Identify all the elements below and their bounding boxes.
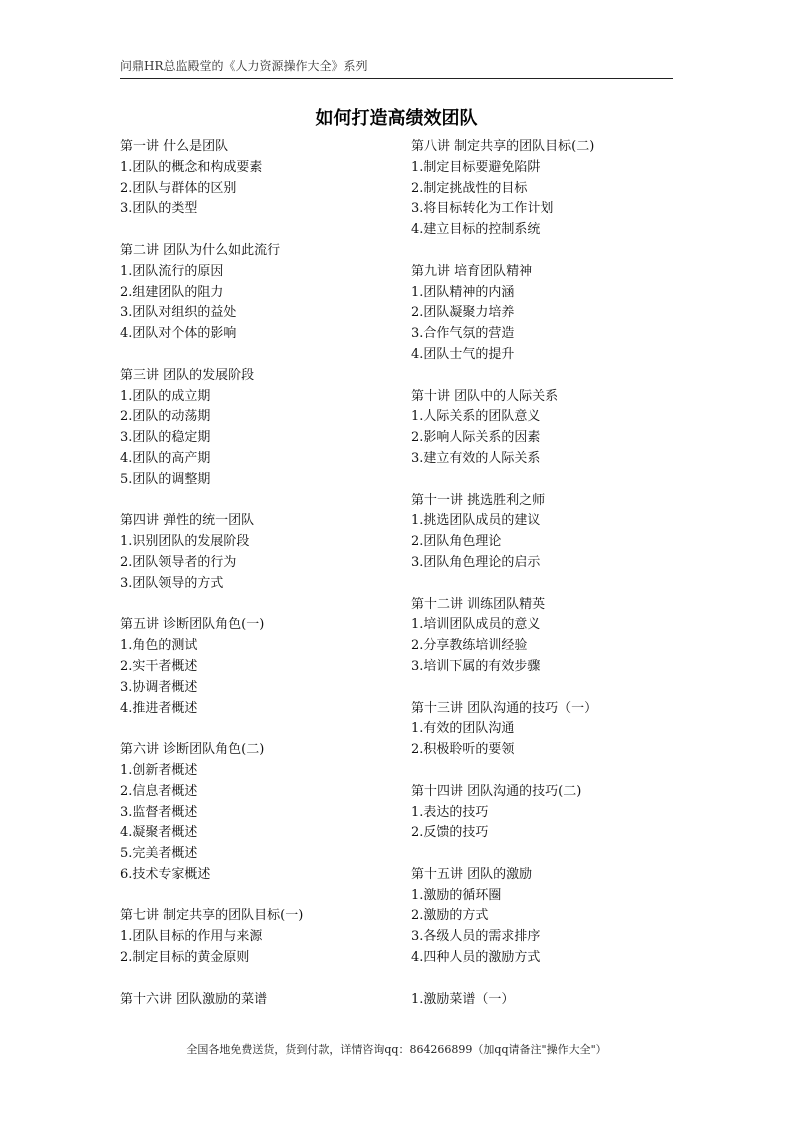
lecture-item: 3.培训下属的有效步骤 bbox=[411, 658, 541, 674]
lecture-item: 4.建立目标的控制系统 bbox=[411, 222, 541, 238]
section-gap bbox=[120, 595, 390, 616]
section-gap bbox=[411, 470, 681, 491]
lecture-item: 2.团队与群体的区别 bbox=[120, 180, 237, 196]
section-gap bbox=[411, 678, 681, 699]
section-gap bbox=[411, 241, 681, 262]
lecture-item: 3.团队领导的方式 bbox=[120, 575, 224, 591]
lecture-heading: 第七讲 制定共享的团队目标(一) bbox=[120, 908, 304, 924]
lecture-heading: 第十六讲 团队激励的菜谱 bbox=[120, 991, 268, 1007]
lecture-item: 2.团队领导者的行为 bbox=[120, 554, 237, 570]
lecture-item: 1.团队的成立期 bbox=[120, 388, 211, 404]
lecture-item: 1.激励菜谱（一） bbox=[411, 991, 515, 1007]
section-gap bbox=[411, 969, 681, 990]
section-gap bbox=[120, 969, 390, 990]
lecture-item: 2.激励的方式 bbox=[411, 908, 489, 924]
left-column bbox=[120, 137, 390, 1010]
lecture-item: 1.团队目标的作用与来源 bbox=[120, 929, 263, 945]
lecture-item: 2.组建团队的阻力 bbox=[120, 284, 224, 300]
lecture-heading: 第十四讲 团队沟通的技巧(二) bbox=[411, 783, 582, 799]
lecture-item: 2.团队的动荡期 bbox=[120, 409, 211, 425]
lecture-heading: 第四讲 弹性的统一团队 bbox=[120, 513, 255, 529]
lecture-item: 2.积极聆听的要领 bbox=[411, 742, 515, 758]
lecture-item: 3.合作气氛的营造 bbox=[411, 326, 515, 342]
lecture-item: 6.技术专家概述 bbox=[120, 866, 211, 882]
lecture-item: 2.信息者概述 bbox=[120, 783, 198, 799]
lecture-heading: 第一讲 什么是团队 bbox=[120, 139, 229, 154]
lecture-item: 1.角色的测试 bbox=[120, 638, 198, 654]
lecture-item: 2.反馈的技巧 bbox=[411, 825, 489, 841]
document-title: 如何打造高绩效团队 bbox=[315, 108, 478, 129]
lecture-item: 5.团队的调整期 bbox=[120, 471, 211, 487]
lecture-item: 2.团队角色理论 bbox=[411, 534, 502, 550]
lecture-item: 3.各级人员的需求排序 bbox=[411, 929, 541, 945]
section-gap bbox=[411, 761, 681, 782]
lecture-item: 1.团队流行的原因 bbox=[120, 263, 224, 279]
lecture-heading: 第九讲 培育团队精神 bbox=[411, 263, 533, 279]
page-header: 问鼎HR总监殿堂的《人力资源操作大全》系列 bbox=[120, 57, 673, 79]
lecture-item: 4.团队的高产期 bbox=[120, 450, 211, 466]
lecture-item: 1.有效的团队沟通 bbox=[411, 721, 515, 737]
lecture-heading: 第六讲 诊断团队角色(二) bbox=[120, 742, 265, 758]
section-gap bbox=[120, 220, 390, 241]
lecture-item: 1.团队精神的内涵 bbox=[411, 284, 515, 300]
lecture-item: 2.影响人际关系的因素 bbox=[411, 430, 541, 446]
section-gap bbox=[120, 491, 390, 512]
lecture-heading: 第二讲 团队为什么如此流行 bbox=[120, 242, 281, 258]
lecture-item: 2.制定目标的黄金原则 bbox=[120, 950, 250, 966]
lecture-item: 1.培训团队成员的意义 bbox=[411, 617, 541, 633]
lecture-item: 3.建立有效的人际关系 bbox=[411, 450, 541, 466]
lecture-item: 1.团队的概念和构成要素 bbox=[120, 159, 263, 175]
section-gap bbox=[120, 345, 390, 366]
lecture-heading: 第十一讲 挑选胜利之师 bbox=[411, 492, 546, 508]
lecture-heading: 第五讲 诊断团队角色(一) bbox=[120, 617, 265, 633]
lecture-item: 4.四种人员的激励方式 bbox=[411, 950, 541, 966]
lecture-heading: 第十三讲 团队沟通的技巧（一） bbox=[411, 700, 598, 716]
lecture-item: 5.完美者概述 bbox=[120, 846, 198, 862]
section-gap bbox=[120, 719, 390, 740]
lecture-item: 3.团队的类型 bbox=[120, 201, 198, 217]
page-footer: 全国各地免费送货，货到付款，详情咨询qq：864266899（加qq请备注"操作大全"） bbox=[186, 1043, 607, 1056]
lecture-item: 4.团队士气的提升 bbox=[411, 346, 515, 362]
lecture-heading: 第八讲 制定共享的团队目标(二) bbox=[411, 139, 595, 154]
lecture-heading: 第十五讲 团队的激励 bbox=[411, 866, 533, 882]
section-gap bbox=[411, 366, 681, 387]
lecture-item: 4.凝聚者概述 bbox=[120, 825, 198, 841]
lecture-item: 3.团队对组织的益处 bbox=[120, 305, 237, 321]
lecture-item: 3.将目标转化为工作计划 bbox=[411, 201, 554, 217]
section-gap bbox=[411, 574, 681, 595]
lecture-item: 1.表达的技巧 bbox=[411, 804, 489, 820]
lecture-item: 1.挑选团队成员的建议 bbox=[411, 513, 541, 529]
lecture-heading: 第十讲 团队中的人际关系 bbox=[411, 388, 559, 404]
lecture-item: 1.激励的循环圈 bbox=[411, 887, 502, 903]
lecture-item: 1.创新者概述 bbox=[120, 762, 198, 778]
lecture-item: 4.推进者概述 bbox=[120, 700, 198, 716]
lecture-item: 1.制定目标要避免陷阱 bbox=[411, 159, 541, 175]
lecture-heading: 第十二讲 训练团队精英 bbox=[411, 596, 546, 612]
lecture-item: 3.协调者概述 bbox=[120, 679, 198, 695]
lecture-item: 2.制定挑战性的目标 bbox=[411, 180, 528, 196]
lecture-item: 1.人际关系的团队意义 bbox=[411, 409, 541, 425]
lecture-item: 2.团队凝聚力培养 bbox=[411, 305, 515, 321]
section-gap bbox=[411, 844, 681, 865]
lecture-item: 2.实干者概述 bbox=[120, 658, 198, 674]
section-gap bbox=[120, 886, 390, 907]
lecture-item: 4.团队对个体的影响 bbox=[120, 326, 237, 342]
lecture-item: 3.团队的稳定期 bbox=[120, 430, 211, 446]
right-column bbox=[411, 137, 681, 1010]
lecture-item: 1.识别团队的发展阶段 bbox=[120, 534, 250, 550]
lecture-heading: 第三讲 团队的发展阶段 bbox=[120, 367, 255, 383]
lecture-item: 3.监督者概述 bbox=[120, 804, 198, 820]
lecture-item: 3.团队角色理论的启示 bbox=[411, 554, 541, 570]
lecture-item: 2.分享教练培训经验 bbox=[411, 638, 528, 654]
